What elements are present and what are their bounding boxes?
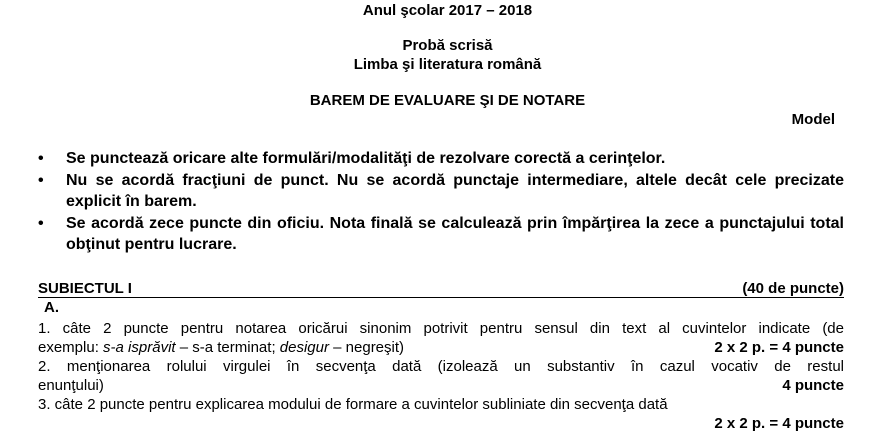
item-3-score: 2 x 2 p. = 4 puncte xyxy=(714,415,844,432)
item-1-example: exemplu: s-a isprăvit – s-a terminat; desigur – negreşit) 2 x 2 p. = 4 puncte xyxy=(38,339,844,356)
section-points: (40 de puncte) xyxy=(742,280,844,297)
item-2-text: 2. menţionarea rolului virgulei în secvenţa dată (izolează un substantiv în cazul vocativ de restul xyxy=(38,358,844,375)
rule-item: • Se punctează oricare alte formulări/modalităţi de rezolvare corectă a cerinţelor. xyxy=(38,148,844,170)
item-2-score: 4 puncte xyxy=(782,377,844,394)
section-title: SUBIECTUL I xyxy=(38,280,132,297)
scoring-items xyxy=(38,319,844,433)
example-word: desigur xyxy=(279,339,329,356)
part-label: A. xyxy=(44,299,59,316)
section-header xyxy=(38,280,844,298)
item-1-score: 2 x 2 p. = 4 puncte xyxy=(714,339,844,356)
example-word: s-a isprăvit xyxy=(103,339,176,356)
variant-label: Model xyxy=(791,111,835,128)
school-year: Anul şcolar 2017 – 2018 xyxy=(362,2,533,19)
rule-item: • Nu se acordă fracţiuni de punct. Nu se acordă punctaje intermediare, altele decât cele precizate explicit în barem. xyxy=(38,170,844,213)
rule-item: • Se acordă zece puncte din oficiu. Nota finală se calculează prin împărţirea la zece a punctajului total obţinut pentru lucrare. xyxy=(38,213,844,256)
item-2-continuation: enunţului) 4 puncte xyxy=(38,377,844,394)
item-3-text: 3. câte 2 puncte pentru explicarea modului de formare a cuvintelor subliniate din secvenţa dată xyxy=(38,396,668,413)
general-rules-list xyxy=(38,148,844,256)
item-1-text: 1. câte 2 puncte pentru notarea oricărui sinonim potrivit pentru sensul din text al cuvintelor indicate (de xyxy=(38,320,844,337)
item-3-score-row xyxy=(38,414,844,433)
exam-type: Probă scrisă xyxy=(402,37,493,54)
subject-name: Limba şi literatura română xyxy=(353,56,542,73)
page-title: BAREM DE EVALUARE ŞI DE NOTARE xyxy=(309,92,586,109)
